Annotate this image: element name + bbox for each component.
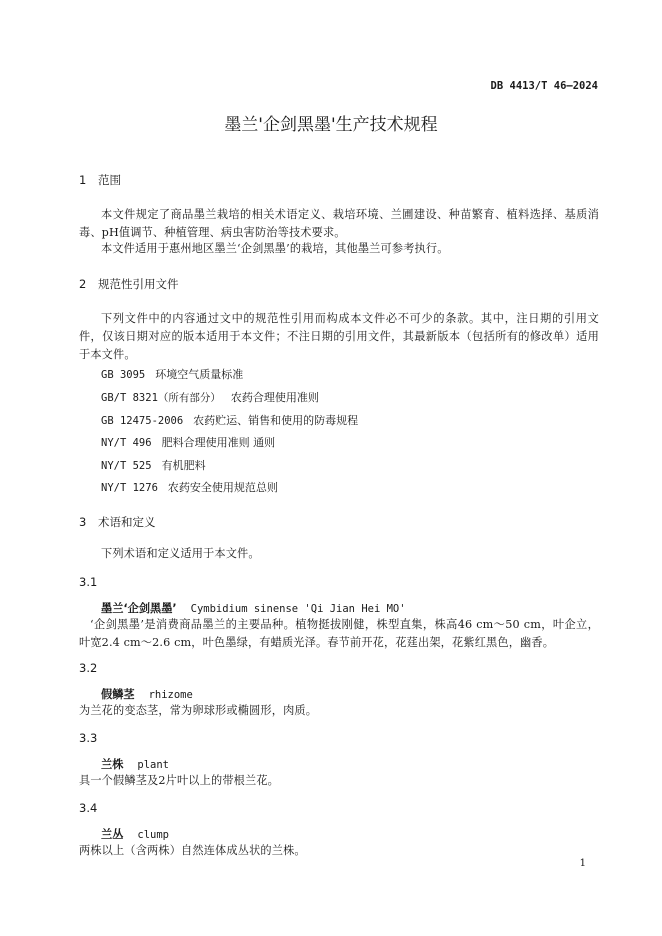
term-definition: 为兰花的变态茎，常为卵球形或椭圆形，肉质。 xyxy=(79,704,318,717)
term-definition: 两株以上（含两株）自然连体成丛状的兰株。 xyxy=(79,844,306,857)
section-number: 1 xyxy=(79,173,87,187)
section-2-heading xyxy=(79,276,179,292)
section-1-heading xyxy=(79,172,121,188)
term-heading: 兰丛 clump xyxy=(101,828,169,841)
term-english: clump xyxy=(137,829,169,841)
paragraph: 本文件规定了商品墨兰栽培的相关术语定义、栽培环境、兰圃建设、种苗繁育、植料选择、基质消毒、pH值调节、种植管理、病虫害防治等技术要求。 xyxy=(79,208,599,239)
term-english: rhizome xyxy=(148,689,193,701)
term-number: 3.2 xyxy=(79,661,98,675)
paragraph: 下列文件中的内容通过文中的规范性引用而构成本文件必不可少的条款。其中，注日期的引用文件，仅该日期对应的版本适用于本文件；不注日期的引用文件，其最新版本（包括所有的修改单）适用于本文件。 xyxy=(79,312,599,361)
page-number: 1 xyxy=(579,858,586,869)
reference-item: GB 3095 环境空气质量标准 xyxy=(101,368,244,381)
section-number: 2 xyxy=(79,277,87,291)
term-heading: 兰株 plant xyxy=(101,758,169,771)
reference-item: GB 12475-2006 农药贮运、销售和使用的防毒规程 xyxy=(101,414,359,427)
term-definition: 具一个假鳞茎及2片叶以上的带根兰花。 xyxy=(79,774,280,787)
reference-item: GB/T 8321（所有部分） 农药合理使用准则 xyxy=(101,391,319,404)
paragraph: 下列术语和定义适用于本文件。 xyxy=(101,547,260,560)
section-3-heading xyxy=(79,514,156,530)
term-heading: 墨兰‘企剑黑墨’ Cymbidium sinense 'Qi Jian Hei MO' xyxy=(101,602,406,615)
term-english: plant xyxy=(137,759,169,771)
term-number: 3.4 xyxy=(79,801,98,815)
paragraph: 本文件适用于惠州地区墨兰‘企剑黑墨’的栽培，其他墨兰可参考执行。 xyxy=(101,242,449,255)
page-title: 墨兰'企剑黑墨'生产技术规程 xyxy=(224,115,438,135)
reference-item: NY/T 496 肥料合理使用准则 通则 xyxy=(101,436,276,449)
section-title: 规范性引用文件 xyxy=(98,277,179,291)
section-number: 3 xyxy=(79,515,87,529)
term-heading: 假鳞茎 rhizome xyxy=(101,688,193,701)
term-number: 3.1 xyxy=(79,575,98,589)
term-number: 3.3 xyxy=(79,731,98,745)
reference-item: NY/T 525 有机肥料 xyxy=(101,459,206,472)
document-number: DB 4413/T 46—2024 xyxy=(490,80,598,92)
section-title: 范围 xyxy=(98,173,121,187)
reference-item: NY/T 1276 农药安全使用规范总则 xyxy=(101,481,278,494)
section-title: 术语和定义 xyxy=(98,515,156,529)
term-definition: ‘企剑黑墨’是消费商品墨兰的主要品种。植物挺拔刚健，株型直集，株高46 cm～50 cm，叶企立，叶宽2.4 cm～2.6 cm，叶色墨绿，有蜡质光泽。春节前开花，花莛出架，花紫红黑色，幽香。 xyxy=(79,618,599,649)
term-english: Cymbidium sinense 'Qi Jian Hei MO' xyxy=(190,603,406,615)
